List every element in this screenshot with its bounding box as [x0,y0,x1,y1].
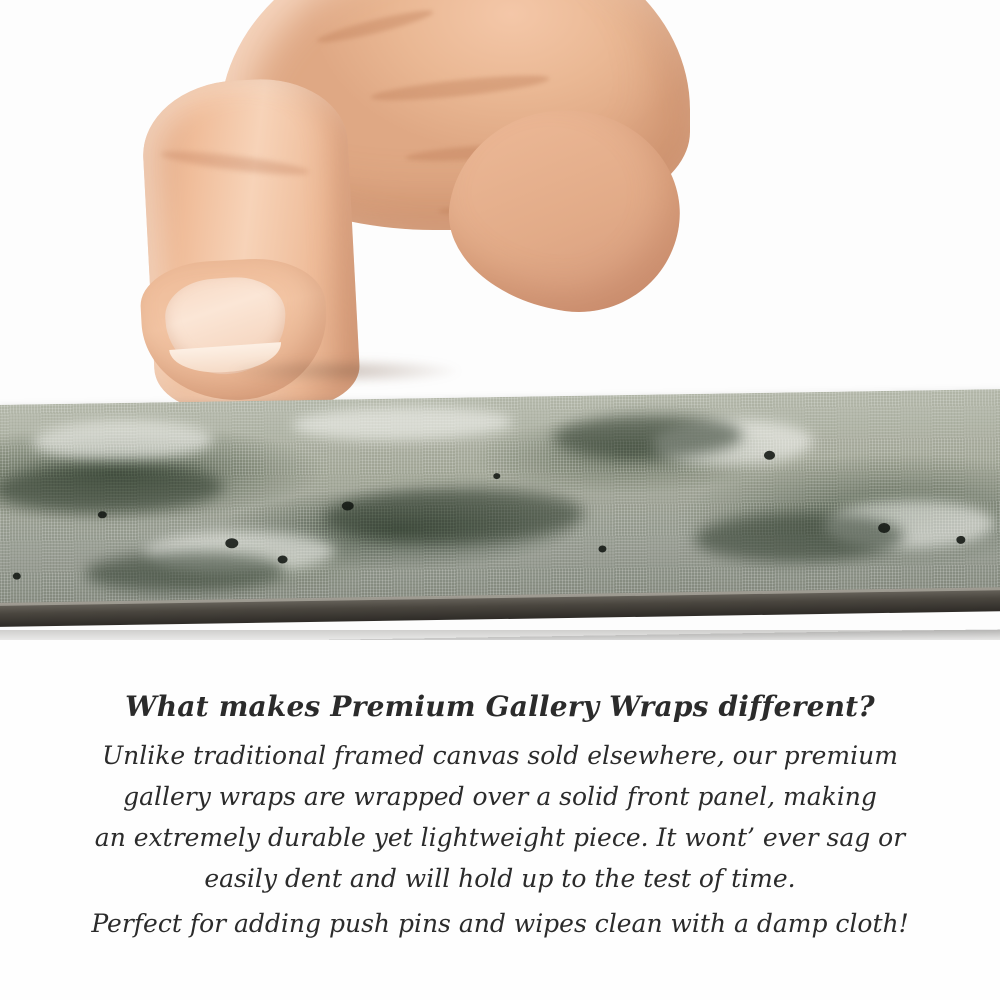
finger-contact-shadow [230,358,460,384]
gallery-wrap-canvas-slab [0,389,1000,640]
caption-line: an extremely durable yet lightweight piece. It wont’ ever sag or [94,823,906,852]
caption-block [0,690,1000,944]
slab-drop-shadow [0,630,1000,640]
caption-body [0,735,1000,899]
caption-line: easily dent and will hold up to the test of time. [204,864,796,893]
caption-closing-line: Perfect for adding push pins and wipes clean with a damp cloth! [91,909,909,938]
caption-heading: What makes Premium Gallery Wraps different? [125,690,875,723]
caption-line: gallery wraps are wrapped over a solid front panel, making [123,782,877,811]
caption-line: Unlike traditional framed canvas sold elsewhere, our premium [102,741,898,770]
paint-speck [956,536,965,544]
hand-pressing-canvas [120,0,680,430]
